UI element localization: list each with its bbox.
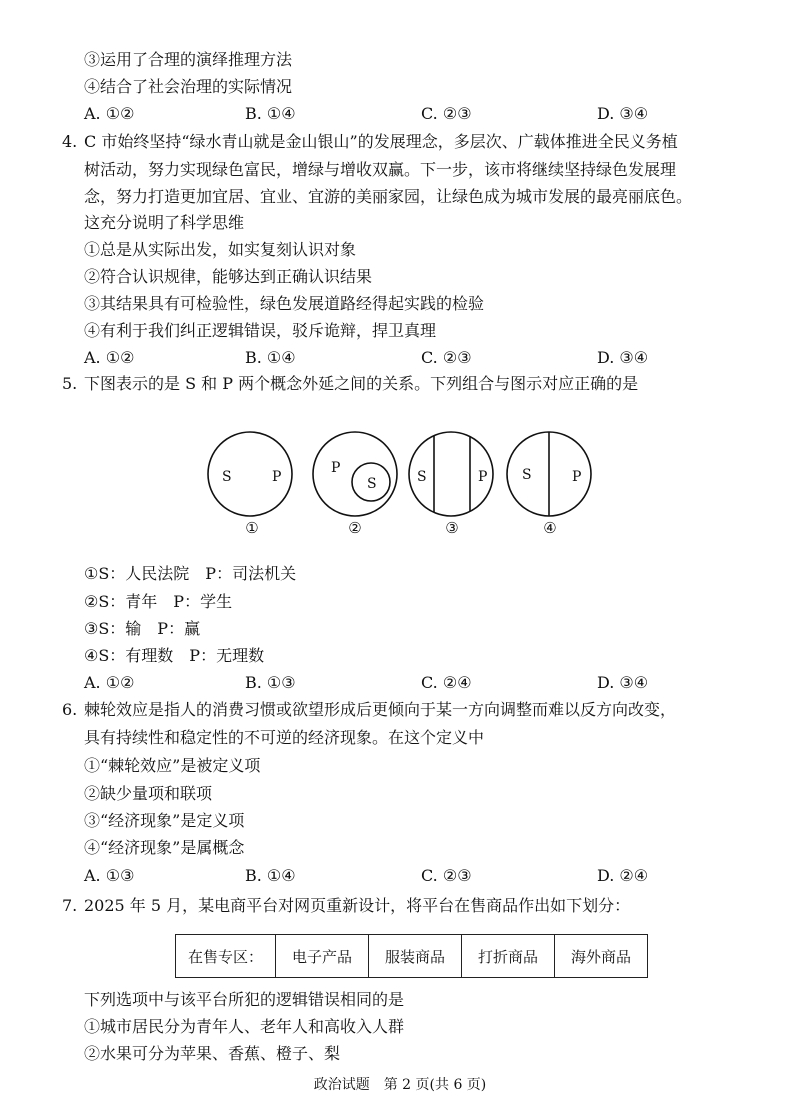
figure-3-label-p: P <box>478 469 488 485</box>
q5-option-a: A. ①② <box>84 673 135 692</box>
q4-option-c: C. ②③ <box>421 348 472 367</box>
q7-table-header: 在售专区： <box>176 935 276 978</box>
q3-option-d: D. ③④ <box>597 104 649 123</box>
q7-stem: 2025 年 5 月，某电商平台对网页重新设计，将平台在售商品作出如下划分： <box>84 896 631 915</box>
q6-option-c: C. ②③ <box>421 866 472 885</box>
q4-stem-line-4: 这充分说明了科学思维 <box>84 213 245 232</box>
q6-item-2: ②缺少量项和联项 <box>84 784 213 803</box>
q3-item-4: ④结合了社会治理的实际情况 <box>84 77 293 96</box>
q6-item-1: ①“棘轮效应”是被定义项 <box>84 756 261 775</box>
q4-stem-line-1: C 市始终坚持“绿水青山就是金山银山”的发展理念，多层次、广载体推进全民义务植 <box>84 132 678 151</box>
q6-item-4: ④“经济现象”是属概念 <box>84 838 245 857</box>
figure-2-outer-circle <box>313 432 397 516</box>
q6-option-a: A. ①③ <box>84 866 135 885</box>
q6-item-3: ③“经济现象”是定义项 <box>84 811 245 830</box>
page-footer: 政治试题 第 2 页(共 6 页) <box>313 1077 487 1093</box>
q7-number: 7. <box>62 896 78 915</box>
figure-2-label-p: P <box>331 460 341 476</box>
figure-1-label-s: S <box>222 469 232 485</box>
q4-item-1: ①总是从实际出发，如实复刻认识对象 <box>84 240 357 259</box>
figure-1-label-p: P <box>272 469 282 485</box>
figure-4-caption: ④ <box>543 519 557 537</box>
q5-option-c: C. ②④ <box>421 673 472 692</box>
q7-stem-2: 下列选项中与该平台所犯的逻辑错误相同的是 <box>84 990 405 1009</box>
q5-option-b: B. ①③ <box>245 673 296 692</box>
q4-number: 4. <box>62 132 78 151</box>
figure-1-caption: ① <box>245 519 259 537</box>
q5-item-2: ②S：青年 P：学生 <box>84 592 233 611</box>
q5-item-3: ③S：输 P：赢 <box>84 619 201 638</box>
q4-item-4: ④有利于我们纠正逻辑错误，驳斥诡辩，捍卫真理 <box>84 321 437 340</box>
q4-item-2: ②符合认识规律，能够达到正确认识结果 <box>84 267 373 286</box>
q7-item-1: ①城市居民分为青年人、老年人和高收入人群 <box>84 1017 405 1036</box>
q6-option-d: D. ②④ <box>597 866 649 885</box>
q6-option-b: B. ①④ <box>245 866 296 885</box>
q5-stem: 下图表示的是 S 和 P 两个概念外延之间的关系。下列组合与图示对应正确的是 <box>84 374 639 393</box>
q3-option-a: A. ①② <box>84 104 135 123</box>
q5-number: 5. <box>62 374 78 393</box>
figure-3-label-s: S <box>417 469 427 485</box>
figure-2-caption: ② <box>348 519 362 537</box>
q4-item-3: ③其结果具有可检验性，绿色发展道路经得起实践的检验 <box>84 294 485 313</box>
q3-item-3: ③运用了合理的演绎推理方法 <box>84 50 293 69</box>
q7-table-cell: 服装商品 <box>369 935 462 978</box>
q4-stem-line-3: 念，努力打造更加宜居、宜业、宜游的美丽家园，让绿色成为城市发展的最亮丽底色。 <box>84 187 693 206</box>
q4-option-a: A. ①② <box>84 348 135 367</box>
figure-4-label-s: S <box>522 467 532 483</box>
q6-stem-line-2: 具有持续性和稳定性的不可逆的经济现象。在这个定义中 <box>84 728 485 747</box>
figure-3-caption: ③ <box>445 519 459 537</box>
figure-4-label-p: P <box>572 469 582 485</box>
q3-option-c: C. ②③ <box>421 104 472 123</box>
q5-item-4: ④S：有理数 P：无理数 <box>84 646 265 665</box>
q5-item-1: ①S：人民法院 P：司法机关 <box>84 564 297 583</box>
q5-option-d: D. ③④ <box>597 673 649 692</box>
q4-stem-line-2: 树活动，努力实现绿色富民，增绿与增收双赢。下一步，该市将继续坚持绿色发展理 <box>84 160 677 179</box>
q7-item-2: ②水果可分为苹果、香蕉、橙子、梨 <box>84 1044 341 1063</box>
q6-number: 6. <box>62 700 78 719</box>
figure-2-label-s: S <box>367 476 377 492</box>
q4-option-d: D. ③④ <box>597 348 649 367</box>
q3-option-b: B. ①④ <box>245 104 296 123</box>
q7-category-table <box>175 934 648 978</box>
q4-option-b: B. ①④ <box>245 348 296 367</box>
q7-table-cell: 电子产品 <box>276 935 369 978</box>
q7-table-cell: 打折商品 <box>462 935 555 978</box>
q6-stem-line-1: 棘轮效应是指人的消费习惯或欲望形成后更倾向于某一方向调整而难以反方向改变， <box>84 700 677 719</box>
q7-table-cell: 海外商品 <box>555 935 648 978</box>
